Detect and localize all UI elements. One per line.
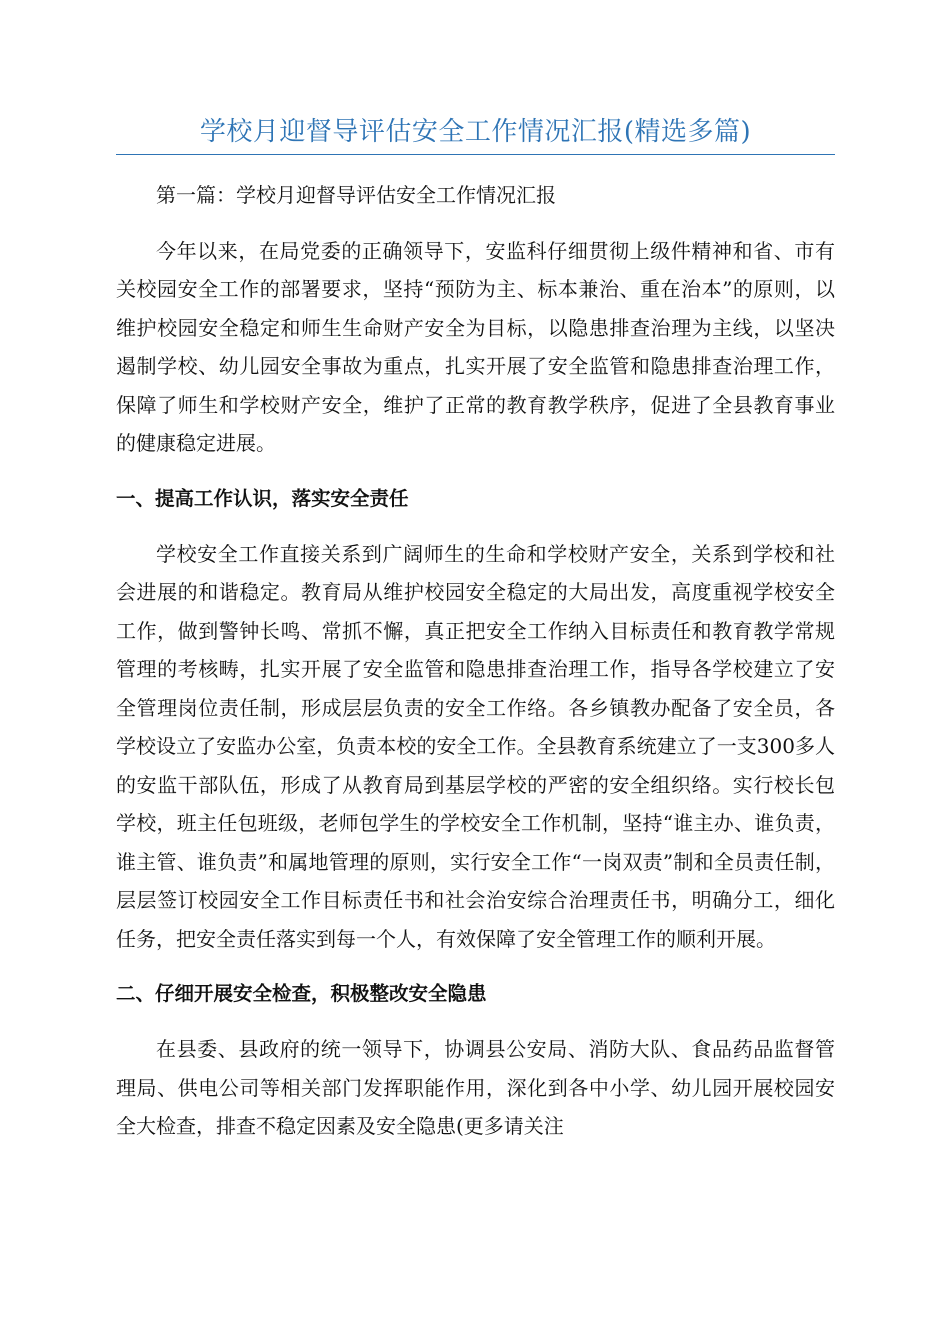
document-title: 学校月迎督导评估安全工作情况汇报(精选多篇)	[199, 117, 752, 147]
section-1-paragraph: 学校安全工作直接关系到广阔师生的生命和学校财产安全，关系到学校和社会进展的和谐稳定。教育局从维护校园安全稳定的大局出发，高度重视学校安全工作，做到警钟长鸣、常抓不懈，真正把安全工作纳入目标责任和教育教学常规管理的考核畴，扎实开展了安全监管和隐患排查治理工作，指导各学校建立了安全管理岗位责任制，形成层层负责的安全工作络。各乡镇教办配备了安全员，各学校设立了安监办公室，负责本校的安全工作。全县教育系统建立了一支300多人的安监干部队伍，形成了从教育局到基层学校的严密的安全组织络。实行校长包学校，班主任包班级，老师包学生的学校安全工作机制，坚持“谁主办、谁负责，谁主管、谁负责”和属地管理的原则，实行安全工作“一岗双责”制和全员责任制，层层签订校园安全工作目标责任书和社会治安综合治理责任书，明确分工，细化任务，把安全责任落实到每一个人，有效保障了安全管理工作的顺利开展。	[116, 541, 835, 951]
subtitle: 第一篇：学校月迎督导评估安全工作情况汇报	[156, 183, 556, 207]
intro-paragraph: 今年以来，在局党委的正确领导下，安监科仔细贯彻上级件精神和省、市有关校园安全工作的部署要求，坚持“预防为主、标本兼治、重在治本”的原则，以维护校园安全稳定和师生生命财产安全为目标，以隐患排查治理为主线，以坚决遏制学校、幼儿园安全事故为重点，扎实开展了安全监管和隐患排查治理工作，保障了师生和学校财产安全，维护了正常的教育教学秩序，促进了全县教育事业的健康稳定进展。	[116, 238, 835, 455]
document-body	[116, 176, 835, 1163]
section-2-heading: 二、仔细开展安全检查，积极整改安全隐患	[116, 982, 487, 1005]
section-2-paragraph: 在县委、县政府的统一领导下，协调县公安局、消防大队、食品药品监督管理局、供电公司等相关部门发挥职能作用，深化到各中小学、幼儿园开展校园安全大检查，排查不稳定因素及安全隐患(更多请关注	[116, 1037, 835, 1138]
title-underline	[116, 154, 835, 155]
section-1-heading: 一、提高工作认识，落实安全责任	[116, 486, 409, 510]
